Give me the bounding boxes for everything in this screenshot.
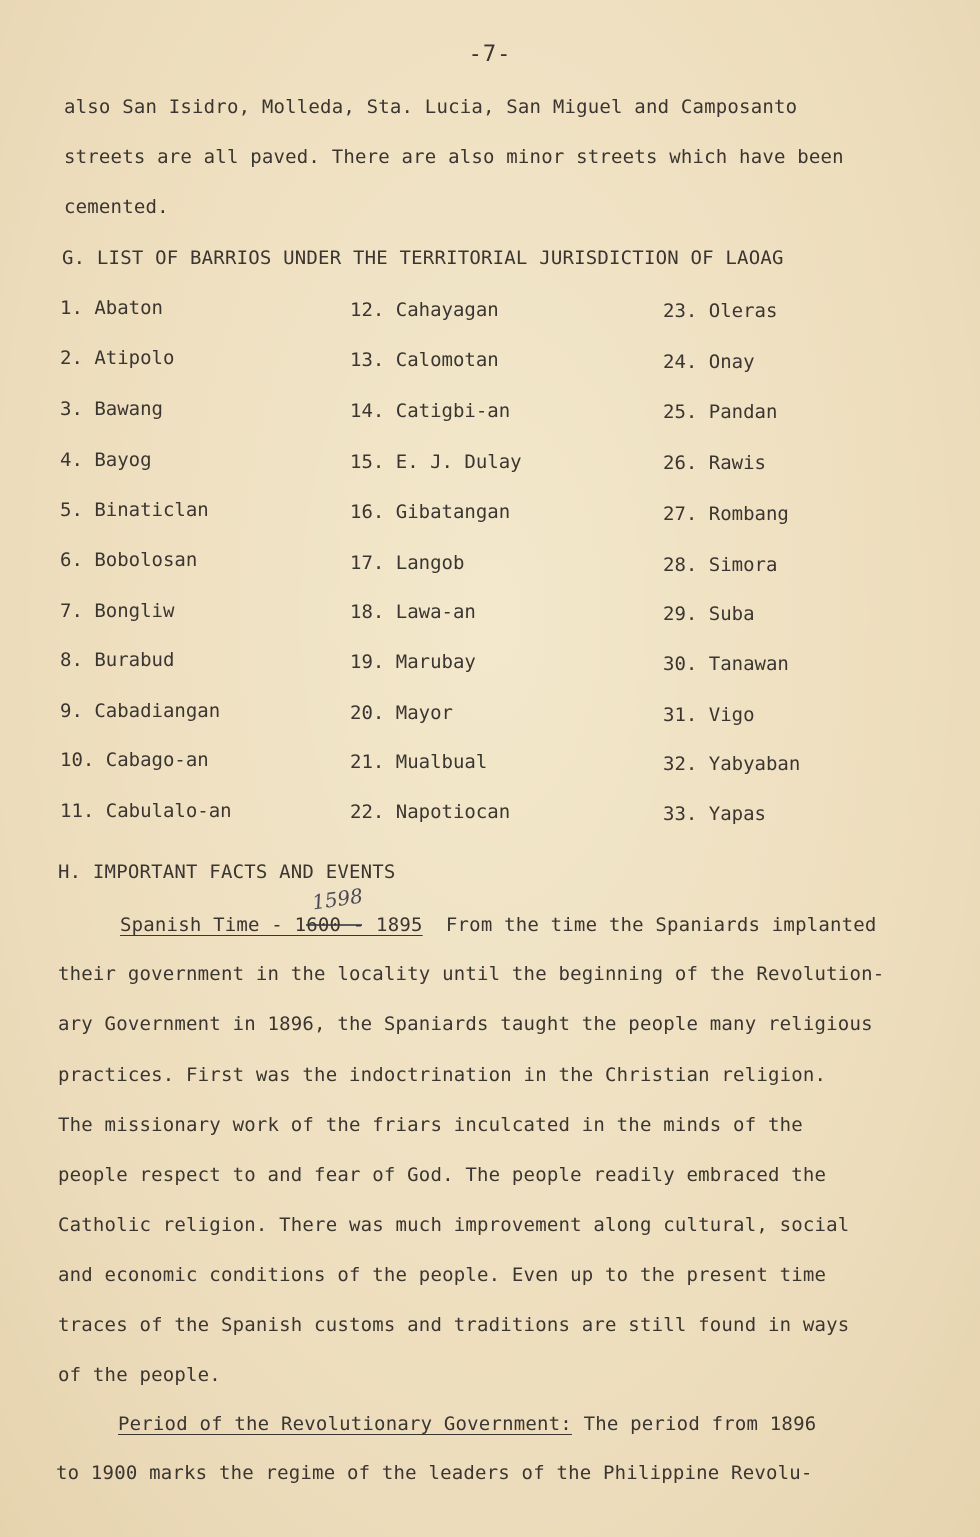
barrio-item: 3. Bawang bbox=[60, 398, 163, 420]
paragraph-line: The missionary work of the friars inculcated in the minds of the bbox=[58, 1114, 803, 1136]
paragraph-line: people respect to and fear of God. The people readily embraced the bbox=[58, 1164, 827, 1186]
spanish-time-first-line bbox=[120, 910, 877, 940]
paragraph-line: to 1900 marks the regime of the leaders of the Philippine Revolu- bbox=[56, 1462, 813, 1484]
barrio-item: 33. Yapas bbox=[663, 803, 766, 825]
barrio-item: 19. Marubay bbox=[350, 651, 476, 673]
barrio-item: 11. Cabulalo-an bbox=[60, 800, 232, 822]
barrio-item: 24. Onay bbox=[663, 351, 755, 373]
barrio-item: 25. Pandan bbox=[663, 401, 778, 423]
barrio-item: 1. Abaton bbox=[60, 297, 163, 319]
barrio-item: 15. E. J. Dulay bbox=[350, 451, 522, 473]
barrio-item: 10. Cabago-an bbox=[60, 749, 209, 771]
revolution-title: Period of the Revolutionary Government: bbox=[118, 1413, 572, 1435]
paragraph-line: and economic conditions of the people. Even up to the present time bbox=[58, 1264, 827, 1286]
barrio-item: 16. Gibatangan bbox=[350, 501, 511, 523]
intro-line: streets are all paved. There are also minor streets which have been bbox=[64, 146, 844, 168]
barrio-item: 28. Simora bbox=[663, 554, 778, 576]
intro-line: cemented. bbox=[64, 196, 169, 218]
barrio-item: 21. Mualbual bbox=[350, 751, 488, 773]
barrio-item: 6. Bobolosan bbox=[60, 549, 198, 571]
barrio-item: 22. Napotiocan bbox=[350, 801, 511, 823]
paragraph-line: ary Government in 1896, the Spaniards taught the people many religious bbox=[58, 1013, 873, 1035]
barrio-item: 32. Yabyaban bbox=[663, 753, 801, 775]
section-h-heading: H. IMPORTANT FACTS AND EVENTS bbox=[58, 861, 396, 883]
paragraph-line: their government in the locality until the beginning of the Revolution- bbox=[58, 963, 885, 985]
barrio-item: 26. Rawis bbox=[663, 452, 766, 474]
barrio-item: 23. Oleras bbox=[663, 300, 778, 322]
barrio-item: 4. Bayog bbox=[60, 449, 152, 471]
revolution-first-line bbox=[118, 1409, 816, 1439]
barrio-item: 14. Catigbi-an bbox=[350, 400, 511, 422]
barrio-item: 7. Bongliw bbox=[60, 600, 175, 622]
barrio-item: 2. Atipolo bbox=[60, 347, 175, 369]
barrio-item: 9. Cabadiangan bbox=[60, 700, 221, 722]
barrio-item: 5. Binaticlan bbox=[60, 499, 209, 521]
spanish-time-first-text: From the time the Spaniards implanted bbox=[445, 914, 877, 936]
barrio-item: 29. Suba bbox=[663, 603, 755, 625]
barrio-item: 12. Cahayagan bbox=[350, 299, 499, 321]
barrio-item: 30. Tanawan bbox=[663, 653, 789, 675]
barrio-item: 8. Burabud bbox=[60, 649, 175, 671]
page-number: -7- bbox=[468, 42, 512, 67]
paragraph-line: practices. First was the indoctrination in the Christian religion. bbox=[58, 1064, 827, 1086]
paragraph-line: traces of the Spanish customs and traditions are still found in ways bbox=[58, 1314, 850, 1336]
barrio-item: 18. Lawa-an bbox=[350, 601, 476, 623]
section-g-heading: G. LIST OF BARRIOS UNDER THE TERRITORIAL JURISDICTION OF LAOAG bbox=[62, 247, 784, 269]
paragraph-line: Catholic religion. There was much improvement along cultural, social bbox=[58, 1214, 850, 1236]
handwritten-correction: 1598 bbox=[310, 883, 365, 915]
paragraph-line: of the people. bbox=[58, 1364, 221, 1386]
barrio-item: 13. Calomotan bbox=[350, 349, 499, 371]
barrio-item: 31. Vigo bbox=[663, 704, 755, 726]
spanish-time-title: Spanish Time - 1600 - 1895 bbox=[120, 914, 423, 936]
barrio-item: 27. Rombang bbox=[663, 503, 789, 525]
intro-line: also San Isidro, Molleda, Sta. Lucia, San Miguel and Camposanto bbox=[64, 96, 798, 118]
barrio-item: 17. Langob bbox=[350, 552, 465, 574]
revolution-first-text: The period from 1896 bbox=[583, 1413, 817, 1435]
barrio-item: 20. Mayor bbox=[350, 702, 453, 724]
